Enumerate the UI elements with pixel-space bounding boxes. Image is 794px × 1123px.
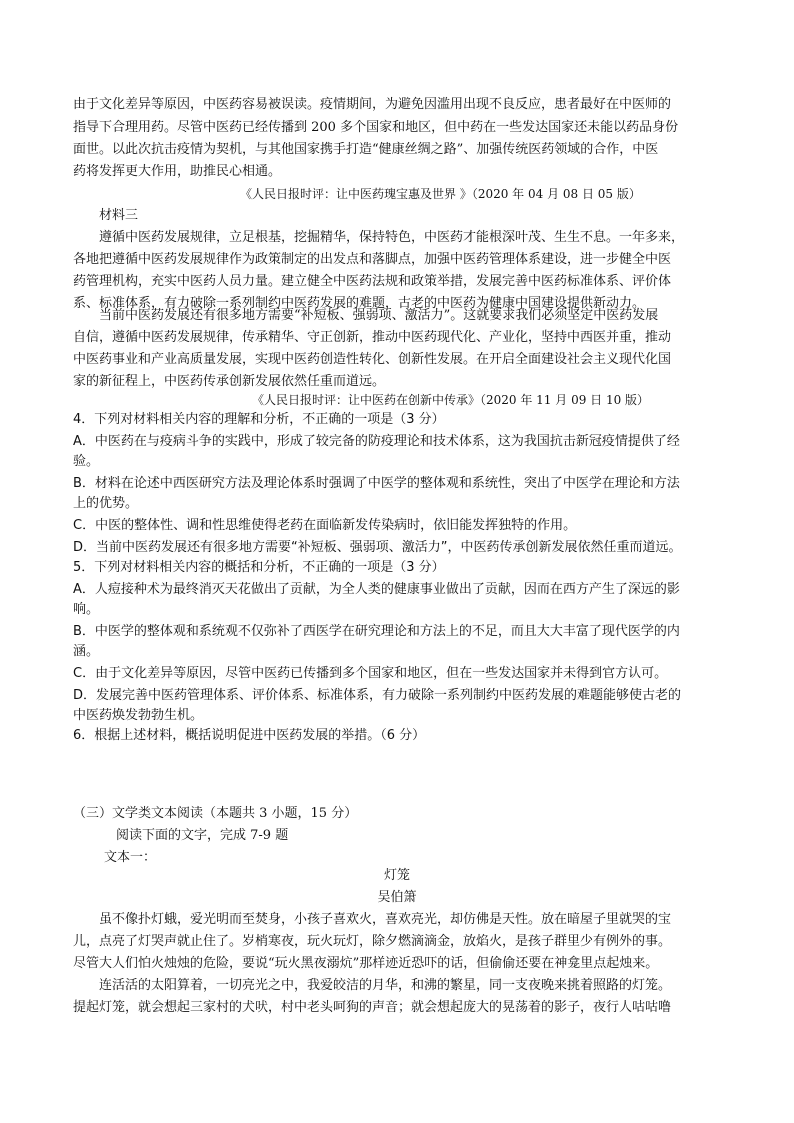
passage-line: 药管理机构，充实中医药人员力量。建立健全中医药法规和政策举措，发展完善中医药标准体系、评价体 — [73, 274, 672, 289]
question-5: 5．下列对材料相关内容的概括和分析，不正确的一项是（3 分） — [73, 560, 445, 575]
question-option: D．发展完善中医药管理体系、评价体系、标准体系，有力破除一系列制约中医药发展的难题能够使古老的 — [73, 688, 682, 703]
passage-line: 面世。以此次抗击疫情为契机，与其他国家携手打造“健康丝绸之路”、加强传统医药领域的合作，中医 — [73, 142, 659, 157]
question-option: D．当前中医药发展还有很多地方需要“补短板、强弱项、激活力”，中医药传承创新发展依然任重而道远。 — [73, 540, 682, 555]
passage-line: 中医药事业和产业高质量发展，实现中医药创造性转化、创新性发展。在开启全面建设社会主义现代化国 — [73, 352, 672, 367]
question-option: A．中医药在与疫病斗争的实践中，形成了较完备的防疫理论和技术体系，这为我国抗击新冠疫情提供了经 — [73, 434, 680, 449]
question-option: 中医药焕发勃勃生机。 — [73, 708, 204, 723]
question-option: 上的优势。 — [73, 496, 139, 511]
question-option: 响。 — [73, 602, 100, 617]
passage-line: 系、标准体系，有力破除一系列制约中医药发展的难题，古老的中医药为健康中国建设提供新动力。 — [73, 296, 646, 311]
question-option: A．人痘接种术为最终消灭天花做出了贡献，为全人类的健康事业做出了贡献，因而在西方产生了深远的影 — [73, 582, 680, 597]
question-option: C．由于文化差异等原因，尽管中医药已传播到多个国家和地区，但在一些发达国家并未得到官方认可。 — [73, 666, 668, 681]
question-option: B．材料在论述中西医研究方法及理论体系时强调了中医学的整体观和系统性，突出了中医学在理论和方法 — [73, 476, 680, 491]
section-heading: （三）文学类文本阅读（本题共 3 小题，15 分） — [73, 806, 358, 821]
question-option: 验。 — [73, 454, 100, 469]
source-citation: 《人民日报时评：让中医药瑰宝惠及世界 》（2020 年 04 月 08 日 05 版） — [240, 187, 641, 201]
passage-line: 指导下合理用药。尽管中医药已经传播到 200 多个国家和地区，但中药在一些发达国家还未能以药品身份 — [73, 120, 679, 135]
passage-line: 儿，点亮了灯哭声就止住了。岁梢寒夜，玩火玩灯，除夕燃滴滴金，放焰火，是孩子群里少有例外的事。 — [73, 934, 672, 949]
question-option: C．中医的整体性、调和性思维使得老药在面临新发传染病时，依旧能发挥独特的作用。 — [73, 518, 577, 533]
passage-line: 虽不像扑灯蛾，爱光明而至焚身，小孩子喜欢火，喜欢亮光，却仿佛是天性。放在暗屋子里就哭的宝 — [99, 912, 672, 927]
question-option: B．中医学的整体观和系统观不仅弥补了西医学在研究理论和方法上的不足，而且大大丰富了现代医学的内 — [73, 624, 680, 639]
text-label: 文本一： — [104, 850, 157, 865]
passage-line: 当前中医药发展还有很多地方需要“补短板、强弱项、激活力”。这就要求我们必须坚定中医药发展 — [99, 308, 659, 323]
passage-line: 尽管大人们怕火烛烛的危险，要说“玩火黑夜溺炕”那样迹近恐吓的话，但偷偷还要在神龛里点起烛来。 — [73, 956, 659, 971]
essay-author: 吴伯箫 — [377, 890, 417, 905]
question-6: 6．根据上述材料，概括说明促进中医药发展的举措。（6 分） — [73, 728, 426, 743]
material-heading: 材料三 — [99, 208, 139, 223]
section-instruction: 阅读下面的文字，完成 7-9 题 — [116, 828, 289, 843]
passage-line: 家的新征程上，中医药传承创新发展依然任重而道远。 — [73, 374, 386, 389]
passage-line: 连活活的太阳算着，一切亮光之中，我爱皎洁的月华，和沸的繁星，同一支夜晚来挑着照路的灯笼。 — [99, 978, 672, 993]
passage-line: 遵循中医药发展规律，立足根基，挖掘精华，保持特色，中医药才能根深叶茂、生生不息。一年多来， — [99, 230, 685, 245]
passage-line: 药将发挥更大作用，助推民心相通。 — [73, 164, 282, 179]
source-citation: 《人民日报时评：让中医药在创新中传承》（2020 年 11 月 09 日 10 版） — [252, 393, 650, 407]
passage-line: 由于文化差异等原因，中医药容易被误读。疫情期间，为避免因滥用出现不良反应，患者最好在中医师的 — [73, 97, 672, 112]
essay-title: 灯笼 — [383, 868, 410, 883]
passage-line: 各地把遵循中医药发展规律作为政策制定的出发点和落脚点，加强中医药管理体系建设，进一步健全中医 — [73, 252, 672, 267]
question-option: 涵。 — [73, 644, 100, 659]
passage-line: 提起灯笼，就会想起三家村的犬吠，村中老头呵狗的声音；就会想起庞大的晃荡着的影子，夜行人咕咕噜 — [73, 1000, 672, 1015]
question-4: 4．下列对材料相关内容的理解和分析，不正确的一项是（3 分） — [73, 412, 445, 427]
passage-line: 自信，遵循中医药发展规律，传承精华、守正创新，推动中医药现代化、产业化，坚持中西医并重，推动 — [73, 330, 672, 345]
